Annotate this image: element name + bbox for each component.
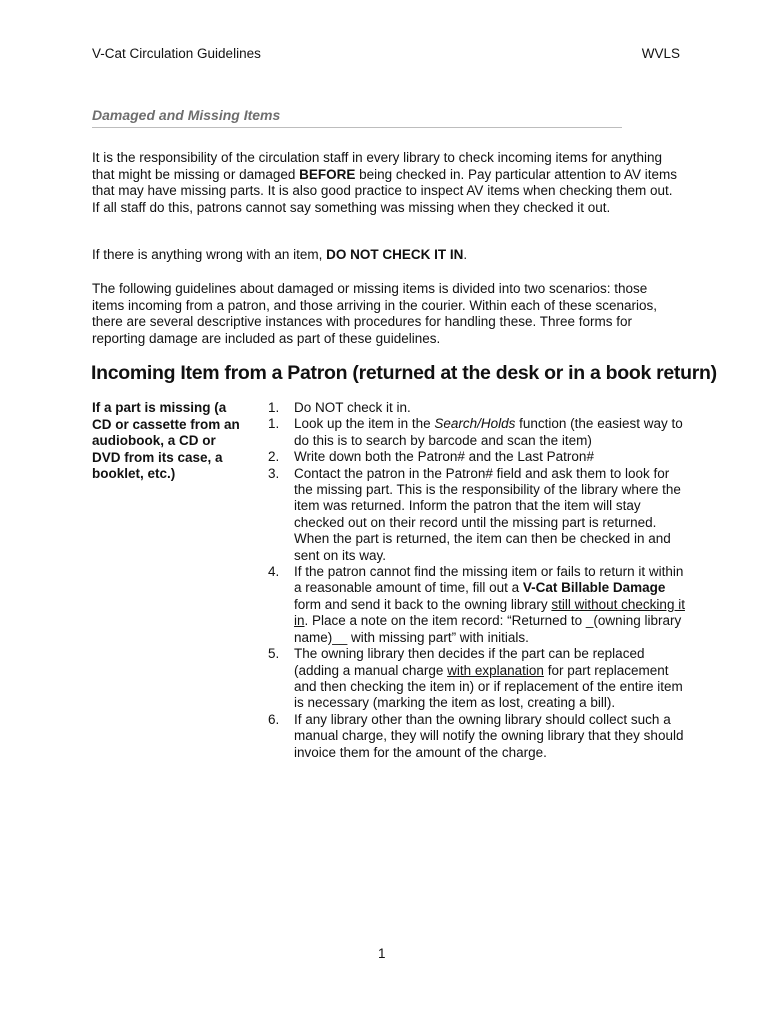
patron-subheading: Incoming Item from a Patron (returned at the desk or in a book return) bbox=[91, 362, 717, 384]
step-item bbox=[268, 449, 688, 465]
scenario-label: If a part is missing (a CD or cassette from an audiobook, a CD or DVD from its case, a booklet, etc.) bbox=[92, 400, 240, 481]
step-number: 5. bbox=[268, 646, 280, 662]
step-number: 4. bbox=[268, 564, 280, 580]
step-text: The owning library then decides if the part can be replaced (adding a manual charge with explanation for part replacement and then checking the item in) or if replacement of the entire item is necessary (marking the item as lost, creating a bill). bbox=[294, 646, 683, 711]
step-number: 1. bbox=[268, 416, 280, 432]
step-number: 3. bbox=[268, 465, 280, 481]
step-text: Look up the item in the Search/Holds function (the easiest way to do this is to search by barcode and scan the item) bbox=[294, 416, 683, 448]
step-number: 6. bbox=[268, 711, 280, 727]
intro-paragraph: It is the responsibility of the circulation staff in every library to check incoming items for anything that might be missing or damaged BEFORE being checked in. Pay particular attention to AV items that may have missing parts. It is also good practice to inspect AV items when checking them out. If all staff do this, patrons cannot say something was missing when they checked it out. bbox=[92, 150, 678, 215]
step-text: If the patron cannot find the missing item or fails to return it within a reasonable amount of time, fill out a V-Cat Billable Damage form and send it back to the owning library still without checking it in. Place a note on the item record: “Returned to _(owning library name)__ with missing part” with initials. bbox=[294, 564, 685, 645]
warning-paragraph: If there is anything wrong with an item, DO NOT CHECK IT IN. bbox=[92, 247, 468, 262]
step-item bbox=[268, 416, 688, 449]
step-item bbox=[268, 712, 688, 761]
step-item bbox=[268, 466, 688, 564]
step-text: Do NOT check it in. bbox=[294, 400, 411, 415]
step-number: 2. bbox=[268, 449, 280, 465]
page-header-left: V-Cat Circulation Guidelines bbox=[92, 46, 261, 61]
step-text: If any library other than the owning library should collect such a manual charge, they will notify the owning library that they should invoice them for the amount of the charge. bbox=[294, 711, 684, 760]
page-header-right: WVLS bbox=[641, 46, 680, 61]
step-text: Contact the patron in the Patron# field and ask them to look for the missing part. This is the responsibility of the library where the item was returned. Inform the patron that the item will stay checked out on their record until the missing part is returned. When the part is returned, the item can then be checked in and sent on its way. bbox=[294, 465, 681, 563]
step-item bbox=[268, 400, 688, 416]
page-number: 1 bbox=[378, 946, 386, 961]
step-item bbox=[268, 564, 688, 646]
section-title: Damaged and Missing Items bbox=[92, 107, 622, 128]
guidelines-paragraph: The following guidelines about damaged or missing items is divided into two scenarios: those items incoming from a patron, and those arriving in the courier. Within each of these scenarios, there are several descriptive instances with procedures for handling these. Three forms for reporting damage are included as part of these guidelines. bbox=[92, 281, 658, 346]
step-item bbox=[268, 646, 688, 712]
step-text: Write down both the Patron# and the Last Patron# bbox=[294, 449, 594, 465]
step-number: 1. bbox=[268, 400, 280, 415]
procedure-steps bbox=[268, 400, 688, 761]
